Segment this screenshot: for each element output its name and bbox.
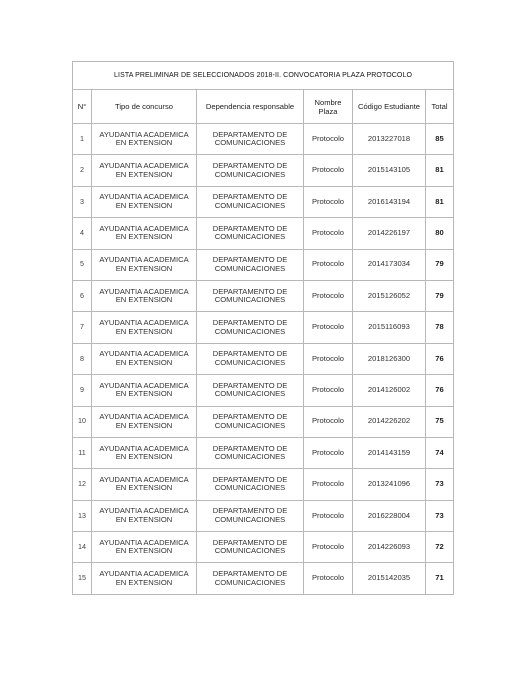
cell-total: 75: [426, 406, 454, 437]
header-plaza: Nombre Plaza: [304, 90, 353, 124]
cell-plaza: Protocolo: [304, 312, 353, 343]
cell-tipo: AYUDANTIA ACADEMICA EN EXTENSION: [92, 532, 197, 563]
cell-tipo: AYUDANTIA ACADEMICA EN EXTENSION: [92, 469, 197, 500]
table-row: [73, 186, 454, 217]
table-row: [73, 343, 454, 374]
cell-dependencia: DEPARTAMENTO DE COMUNICACIONES: [197, 563, 304, 594]
cell-total: 73: [426, 469, 454, 500]
cell-plaza: Protocolo: [304, 343, 353, 374]
cell-plaza: Protocolo: [304, 406, 353, 437]
header-tipo: Tipo de concurso: [92, 90, 197, 124]
cell-codigo: 2014143159: [353, 437, 426, 468]
cell-total: 74: [426, 437, 454, 468]
table-row: [73, 155, 454, 186]
header-dependencia: Dependencia responsable: [197, 90, 304, 124]
cell-plaza: Protocolo: [304, 469, 353, 500]
table-body: [73, 124, 454, 595]
cell-dependencia: DEPARTAMENTO DE COMUNICACIONES: [197, 532, 304, 563]
cell-dependencia: DEPARTAMENTO DE COMUNICACIONES: [197, 124, 304, 155]
cell-num: 12: [73, 469, 92, 500]
cell-tipo: AYUDANTIA ACADEMICA EN EXTENSION: [92, 155, 197, 186]
cell-codigo: 2013227018: [353, 124, 426, 155]
cell-codigo: 2013241096: [353, 469, 426, 500]
cell-tipo: AYUDANTIA ACADEMICA EN EXTENSION: [92, 218, 197, 249]
table-row: [73, 249, 454, 280]
cell-plaza: Protocolo: [304, 218, 353, 249]
table-row: [73, 500, 454, 531]
cell-codigo: 2016228004: [353, 500, 426, 531]
cell-plaza: Protocolo: [304, 563, 353, 594]
cell-total: 80: [426, 218, 454, 249]
table-row: [73, 406, 454, 437]
table-row: [73, 532, 454, 563]
cell-plaza: Protocolo: [304, 186, 353, 217]
cell-plaza: Protocolo: [304, 155, 353, 186]
cell-total: 73: [426, 500, 454, 531]
document-title: LISTA PRELIMINAR DE SELECCIONADOS 2018-II. CONVOCATORIA PLAZA PROTOCOLO: [73, 62, 454, 90]
cell-num: 15: [73, 563, 92, 594]
cell-num: 6: [73, 280, 92, 311]
cell-codigo: 2018126300: [353, 343, 426, 374]
cell-codigo: 2016143194: [353, 186, 426, 217]
cell-dependencia: DEPARTAMENTO DE COMUNICACIONES: [197, 437, 304, 468]
cell-plaza: Protocolo: [304, 249, 353, 280]
header-num: N°: [73, 90, 92, 124]
table-row: [73, 437, 454, 468]
cell-codigo: 2014226093: [353, 532, 426, 563]
cell-tipo: AYUDANTIA ACADEMICA EN EXTENSION: [92, 500, 197, 531]
header-total: Total: [426, 90, 454, 124]
table-row: [73, 563, 454, 594]
cell-num: 5: [73, 249, 92, 280]
cell-tipo: AYUDANTIA ACADEMICA EN EXTENSION: [92, 280, 197, 311]
cell-tipo: AYUDANTIA ACADEMICA EN EXTENSION: [92, 406, 197, 437]
cell-dependencia: DEPARTAMENTO DE COMUNICACIONES: [197, 249, 304, 280]
cell-total: 79: [426, 280, 454, 311]
cell-codigo: 2014126002: [353, 375, 426, 406]
cell-dependencia: DEPARTAMENTO DE COMUNICACIONES: [197, 155, 304, 186]
cell-num: 2: [73, 155, 92, 186]
cell-plaza: Protocolo: [304, 375, 353, 406]
header-codigo: Código Estudiante: [353, 90, 426, 124]
cell-tipo: AYUDANTIA ACADEMICA EN EXTENSION: [92, 437, 197, 468]
cell-plaza: Protocolo: [304, 500, 353, 531]
cell-codigo: 2014226197: [353, 218, 426, 249]
cell-dependencia: DEPARTAMENTO DE COMUNICACIONES: [197, 186, 304, 217]
table-row: [73, 280, 454, 311]
cell-dependencia: DEPARTAMENTO DE COMUNICACIONES: [197, 312, 304, 343]
cell-num: 10: [73, 406, 92, 437]
header-row: [73, 90, 454, 124]
cell-tipo: AYUDANTIA ACADEMICA EN EXTENSION: [92, 343, 197, 374]
table-row: [73, 375, 454, 406]
cell-num: 8: [73, 343, 92, 374]
cell-dependencia: DEPARTAMENTO DE COMUNICACIONES: [197, 218, 304, 249]
cell-tipo: AYUDANTIA ACADEMICA EN EXTENSION: [92, 186, 197, 217]
table-row: [73, 469, 454, 500]
cell-total: 76: [426, 375, 454, 406]
cell-plaza: Protocolo: [304, 437, 353, 468]
cell-dependencia: DEPARTAMENTO DE COMUNICACIONES: [197, 343, 304, 374]
cell-plaza: Protocolo: [304, 280, 353, 311]
cell-plaza: Protocolo: [304, 124, 353, 155]
table-row: [73, 218, 454, 249]
selection-table: [72, 61, 454, 595]
cell-plaza: Protocolo: [304, 532, 353, 563]
cell-total: 81: [426, 155, 454, 186]
cell-tipo: AYUDANTIA ACADEMICA EN EXTENSION: [92, 312, 197, 343]
cell-total: 79: [426, 249, 454, 280]
table-row: [73, 124, 454, 155]
cell-dependencia: DEPARTAMENTO DE COMUNICACIONES: [197, 280, 304, 311]
cell-total: 78: [426, 312, 454, 343]
cell-num: 11: [73, 437, 92, 468]
table-row: [73, 312, 454, 343]
cell-codigo: 2015142035: [353, 563, 426, 594]
cell-total: 76: [426, 343, 454, 374]
cell-tipo: AYUDANTIA ACADEMICA EN EXTENSION: [92, 124, 197, 155]
cell-num: 7: [73, 312, 92, 343]
cell-total: 72: [426, 532, 454, 563]
cell-codigo: 2014226202: [353, 406, 426, 437]
cell-codigo: 2015126052: [353, 280, 426, 311]
cell-codigo: 2014173034: [353, 249, 426, 280]
cell-total: 71: [426, 563, 454, 594]
cell-tipo: AYUDANTIA ACADEMICA EN EXTENSION: [92, 375, 197, 406]
cell-codigo: 2015116093: [353, 312, 426, 343]
cell-tipo: AYUDANTIA ACADEMICA EN EXTENSION: [92, 563, 197, 594]
cell-num: 13: [73, 500, 92, 531]
cell-dependencia: DEPARTAMENTO DE COMUNICACIONES: [197, 406, 304, 437]
cell-dependencia: DEPARTAMENTO DE COMUNICACIONES: [197, 469, 304, 500]
cell-dependencia: DEPARTAMENTO DE COMUNICACIONES: [197, 500, 304, 531]
cell-tipo: AYUDANTIA ACADEMICA EN EXTENSION: [92, 249, 197, 280]
cell-dependencia: DEPARTAMENTO DE COMUNICACIONES: [197, 375, 304, 406]
cell-total: 85: [426, 124, 454, 155]
cell-num: 14: [73, 532, 92, 563]
cell-num: 3: [73, 186, 92, 217]
cell-num: 9: [73, 375, 92, 406]
cell-codigo: 2015143105: [353, 155, 426, 186]
cell-num: 4: [73, 218, 92, 249]
cell-num: 1: [73, 124, 92, 155]
title-row: [73, 62, 454, 90]
cell-total: 81: [426, 186, 454, 217]
